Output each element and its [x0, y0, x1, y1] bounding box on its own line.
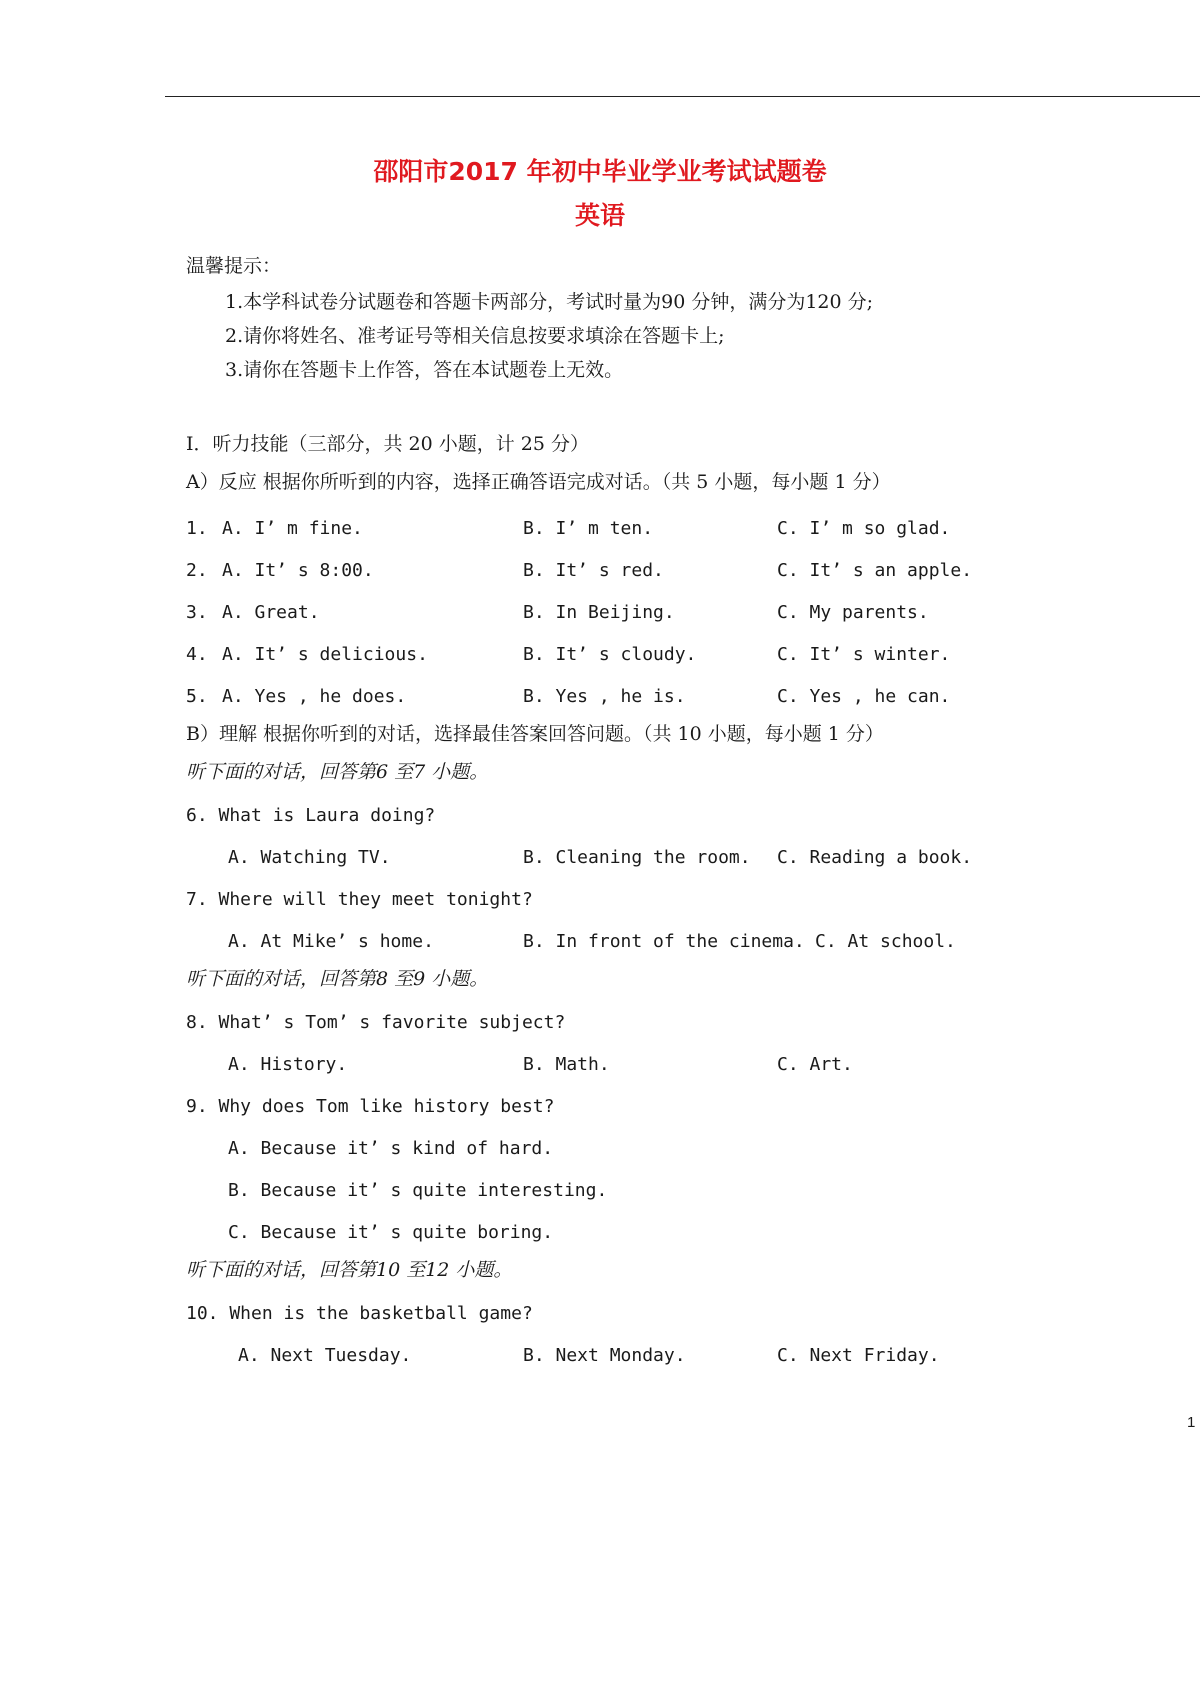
q10-stem: 10. When is the basketball game?: [186, 1303, 533, 1324]
notice-heading: 温馨提示：: [186, 255, 282, 277]
q2-option-a: A. It’ s 8:00.: [222, 560, 374, 581]
page-number: 1: [1187, 1414, 1196, 1431]
q6-option-a: A. Watching TV.: [228, 847, 391, 868]
q3-option-b: B. In Beijing.: [523, 602, 675, 623]
q9-option-c: C. Because it’ s quite boring.: [228, 1222, 554, 1243]
q7-option-b: B. In front of the cinema.: [523, 931, 805, 952]
q5-option-c: C. Yes , he can.: [777, 686, 951, 707]
q8-stem: 8. What’ s Tom’ s favorite subject?: [186, 1012, 566, 1033]
q10-option-b: B. Next Monday.: [523, 1345, 686, 1366]
q4-number: 4.: [186, 644, 208, 665]
q7-option-c: C. At school.: [815, 931, 956, 952]
exam-subject: 英语: [574, 201, 625, 230]
top-rule: [165, 96, 1200, 97]
q1-number: 1.: [186, 518, 208, 539]
q9-option-a: A. Because it’ s kind of hard.: [228, 1138, 554, 1159]
q8-option-b: B. Math.: [523, 1054, 610, 1075]
q2-option-b: B. It’ s red.: [523, 560, 664, 581]
part-b-instruction: B）理解 根据你听到的对话，选择最佳答案回答问题。（共 10 小题，每小题 1 分）: [186, 723, 884, 745]
q1-option-c: C. I’ m so glad.: [777, 518, 951, 539]
q5-option-b: B. Yes , he is.: [523, 686, 686, 707]
q4-option-a: A. It’ s delicious.: [222, 644, 428, 665]
q9-option-b: B. Because it’ s quite interesting.: [228, 1180, 608, 1201]
part-a-instruction: A）反应 根据你所听到的内容，选择正确答语完成对话。（共 5 小题，每小题 1 分）: [186, 471, 891, 493]
q2-number: 2.: [186, 560, 208, 581]
q6-option-c: C. Reading a book.: [777, 847, 973, 868]
q6-option-b: B. Cleaning the room.: [523, 847, 751, 868]
q3-option-c: C. My parents.: [777, 602, 929, 623]
q2-option-c: C. It’ s an apple.: [777, 560, 973, 581]
q3-option-a: A. Great.: [222, 602, 320, 623]
q9-stem: 9. Why does Tom like history best?: [186, 1096, 555, 1117]
q4-option-b: B. It’ s cloudy.: [523, 644, 697, 665]
q10-option-a: A. Next Tuesday.: [238, 1345, 412, 1366]
q5-number: 5.: [186, 686, 208, 707]
q1-option-a: A. I’ m fine.: [222, 518, 363, 539]
q4-option-c: C. It’ s winter.: [777, 644, 951, 665]
section-heading: Ⅰ．听力技能（三部分，共 20 小题，计 25 分）: [186, 433, 590, 455]
q7-option-a: A. At Mike’ s home.: [228, 931, 434, 952]
notice-item-1: 1.本学科试卷分试题卷和答题卡两部分，考试时量为90 分钟，满分为120 分;: [225, 291, 874, 313]
q3-number: 3.: [186, 602, 208, 623]
q8-option-c: C. Art.: [777, 1054, 853, 1075]
instruction-q10-q12: 听下面的对话，回答第10 至12 小题。: [186, 1259, 513, 1281]
q10-option-c: C. Next Friday.: [777, 1345, 940, 1366]
q8-option-a: A. History.: [228, 1054, 348, 1075]
notice-item-2: 2.请你将姓名、准考证号等相关信息按要求填涂在答题卡上;: [225, 325, 725, 347]
q6-stem: 6. What is Laura doing?: [186, 805, 436, 826]
q1-option-b: B. I’ m ten.: [523, 518, 654, 539]
q5-option-a: A. Yes , he does.: [222, 686, 407, 707]
instruction-q8-q9: 听下面的对话，回答第8 至9 小题。: [186, 968, 489, 990]
q7-stem: 7. Where will they meet tonight?: [186, 889, 533, 910]
exam-title: 邵阳市2017 年初中毕业学业考试试题卷: [373, 157, 827, 186]
instruction-q6-q7: 听下面的对话，回答第6 至7 小题。: [186, 761, 489, 783]
notice-item-3: 3.请你在答题卡上作答，答在本试题卷上无效。: [225, 359, 624, 381]
